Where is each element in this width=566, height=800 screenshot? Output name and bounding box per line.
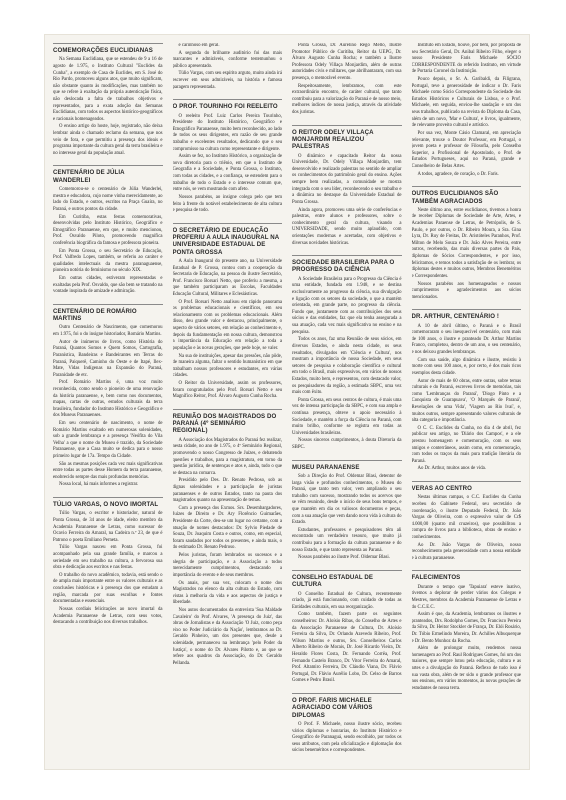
article-paragraph: O Reitor da Universidade, assim os professores, foram congratulados pelo Prof. Borsari Netto e seu Magnífico Reitor, Prof. Álvaro Augusto Cunha Rocha. xyxy=(172,380,282,400)
article-heading: O PROF. FARIS MICHAELE AGRACIADO COM VÁRIOS DIPLOMAS xyxy=(292,697,373,719)
article-paragraph: Túlio Vargas, o escritor e historiador, natural de Ponta Grossa, de 34 anos de idade, eleito membro da Academia Paranaense de Letras, como sucessor de Ocavio Ferreira do Amaral, na Cadeira n.º 23, de que é Patrono o poeta Emiliano Perneta. xyxy=(53,511,163,543)
section-divider xyxy=(173,99,283,100)
column-1 xyxy=(53,43,163,769)
article xyxy=(292,253,402,452)
article-paragraph: Autor de mais de 60 obras, entre outras, sobre temas culturais e do Paraná, escreveu livros de memórias, tais como 'Lembranças do Paraná', 'Diogo Pinto e a Conquista de Guarapuava', 'O Marquês de Paraná', Revelações de uma Vida', 'Viagem ao Rio Ivaí', e, muitos outros, sempre apresentando valores culturais de alta categoria e importância. xyxy=(411,378,521,424)
article-paragraph: Como também, fazem parte os seguintes conselheiros: Dr. Aloísio Ribas, do Conselho de Artes e da Associação Paranaense de Cultura, Dr. Aloísio Ferreira da Silva, Dr. Orlando Azevedo Ribeiro, Prof. Wilson Martins e outros, Srs. Conselheiros Carlos Alberto Ribeiro de Morais, Dr. José Ricardo Vieira, Dr. Heraldo Flores Costa, Dr. Fernando Corrêa, Prof. Fernando Castelo Branco, Dr. Vitor Ferreira do Amaral, Prof. Altamiro Ferreira, Dr. Cláudio Viana, Dr. Flávio Portugal, Dr. Flávio Aurélio Lobo, Dr. Celso de Barros Gomes e Pedro Brasil. xyxy=(292,612,402,684)
article-paragraph: Por sua vez, Monte Cásio Clamaral, em apreciação relevante, trouxe o Doutor Professor, em Portugal, o jovem poeta e professor de Filosofia, pelo Conselho Superior, a Profissional de Apostolado, o Prof. de Estudos Portugueses, aqui no Paraná, grande e Conselheiro de Belas Artes. xyxy=(411,130,521,169)
section-divider xyxy=(53,497,163,498)
section-divider xyxy=(173,409,283,410)
article xyxy=(53,43,163,158)
article-heading: CENTENÁRIO DE JÚLIA WANDERLEI xyxy=(53,169,125,184)
article xyxy=(412,184,522,302)
article-paragraph: Prof. Romário Martins é, uma voz muito reconhecida, como sendo o pioneiro de uma renovação da história paranaense, e, bem como nos documentos, mapas, cartas de outras, estudos culturais da terra brasileira, fundador do Instituto Histórico e Geográfico e dos Museus Paranaenses. xyxy=(53,380,163,419)
article xyxy=(292,691,402,756)
article-paragraph: Ao Dr. Arthur, muitos anos de vida. xyxy=(417,466,486,472)
article-paragraph: Nossos sinceros cumprimentos, à douta Diretoria da SBPC. xyxy=(292,438,402,451)
section-divider xyxy=(412,186,522,187)
section-divider xyxy=(292,693,402,694)
section-divider xyxy=(53,304,163,305)
article-paragraph: São as mesmas posições cada vez mais significativas entre todas as partes desse Homem da terra paranaense, enobrecido sempre das mais profundas memórias. xyxy=(53,461,163,480)
article-paragraph: Em Curitiba, estas festas comemorativas, desenvolvidas pelo Instituto Histórico, Geográfico e Etnográfico Paranaense, em que, e muito mencionou, Prof. Osvaldo Piloto, promovendo magnífica conferência biográfica da famosa e professora pioneira. xyxy=(53,214,163,246)
article-paragraph: Ainda agora, promoveu uma série de conferências e palestras, entre alunos e professores, sobre o conhecimento geral da cultura, visando a UNIVERSIDADE, sendo muito aplaudido, com orientações modernas e acertadas, com objetivos e diversas novidades históricas. xyxy=(292,207,402,246)
article-heading: OUTROS EUCLIDIANOS SÃO TAMBÉM AGRACIADOS xyxy=(411,190,499,205)
section-divider xyxy=(292,255,402,256)
article-paragraph: Todos os anos, faz uma Reunião de seus sócios, em diversos Estados, e ainda nesta cidade, os seus resultados, divulgados em 'Ciência e Cultura', nos mostram a importância de nossa Sociedade, em seus setores de pesquisa e colaboração científica e cultural em todo o Brasil, mais expressivos, em vários de nossos Estados, muito bem, e representou, com destacado valor, os pesquisadores da região, a estimada SBPC, uma vez mais com êxito. xyxy=(292,337,402,396)
column-3 xyxy=(292,43,402,769)
section-divider xyxy=(292,460,402,461)
article-paragraph: Ponta Grossa, em seus centros de cultura, é mais uma vez de intensa participação da SBPC, e com sua ampla e contínua presença, obteve o apoio necessário à Sociedade, e mantém a força da Ciência no Paraná, com muito brilho, conforme se registra em todas as Universidades brasileiras. xyxy=(292,397,402,436)
article-paragraph: O dinâmico e capacitado Reitor da nossa Universidade, Dr. Odely Villaça Monjardim, tem desenvolvido e realizado palestras no sentido de ampliar os conhecimentos do patrimônio geral do ensino. Ações sempre bem realizadas, a comunidade se mostra integrada com o seu líder, reconhecendo o seu trabalho e a dinâmica no destaque da Universidade Estadual de Ponta Grossa. xyxy=(292,153,402,205)
article-heading: CONSELHO ESTADUAL DE CULTURA xyxy=(292,573,373,589)
article-paragraph: A Associação dos Magistrados do Paraná fez realizar, nesta cidade, no ano de 1.975, o 4º Seminário Regional, promovendo o nosso Congresso de Juízes, e debatendo questões e trabalhos, para a magistratura, em torno da questão jurídica, de sentenças e atos e, ainda, tudo o que se destaca na comarca. xyxy=(172,437,282,476)
article-paragraph: Presidido pelo Des. Dr. Renato Pedroso, sob as dignas solenidades e a participação de juristas paranaenses e de outros Estados, tanto na pauta dos magistrados quanto na apresentação de temas. xyxy=(172,478,282,504)
article-heading: FALECIMENTOS xyxy=(411,574,461,582)
article-paragraph: Na sua de instituições, apesar das pressões, não pôde, de maneira alguma, faltar o sentido humanístico em que trabalham nossos professores e estudantes, em várias cidades. xyxy=(172,353,282,379)
article-paragraph: Além de prolongar muito, rendemos nossa homenagem ao Prof. Raul Rodrigues Gomes, foi um dos maiores, que sempre lutou pela educação, cultura e as artes e a divulgação do Paraná. Reflexo de tudo isso é sua vasta obra, além de ter sido o grande professor que nos ensinou, em vários momentos, às novas gerações de estudantes de nossa terra. xyxy=(411,646,521,691)
article-heading: MUSEU PARANAENSE xyxy=(292,463,360,471)
article-paragraph: Em seu centenário de nascimento, o nome de Romário Martins exaltado em numerosas solenidades, sob a grande lembrança e a presença 'Neófita do Vila Velha' a que o nome do Museu é trazido, da Sociedade Paranaense, que a Casa muito se dedica para o nosso primeiro lugar de 17a. Tempo da Cidade. xyxy=(53,420,163,460)
article-heading: CENTENÁRIO DE ROMÁRIO MARTINS xyxy=(53,307,137,323)
article xyxy=(412,43,522,179)
article-paragraph: Pouco depois, o Sr. A. Garibaldi, da Filigrana, Portugal, teve a generosidade de indicar o Dr. Faris Michaele como Sócio Correspondente da Sociedade dos Estudos Históricos e Culturais de Lisboa, e o Prof. Michaele, em seguida, enviou-lhe saudação e um dos seus trabalhos, publicado na revista do Diploma da Casa, além de um novo, 'Mar e Cultura', e livros, igualmente, de relevante proveito cultural e artístico. xyxy=(411,77,521,129)
section-divider xyxy=(53,165,163,166)
column-4 xyxy=(412,43,522,769)
article-paragraph: Nossos parabéns aos homenageados e nossos cumprimentos e agradecimentos aos sócios mencionados. xyxy=(411,281,521,300)
article-paragraph: Instituto em Estado, houve, por bem, por proposta de seu Secretário Geral, Dr. Anibal Ribeiro Filho, eleger o nosso Presidente Faris Michaele SÓCIO CORRESPONDENTE do referido Instituto, em virtude de Portaria Coronel da Instituição. xyxy=(411,43,521,75)
article-heading: SOCIEDADE BRASILEIRA PARA O PROGRESSO DA CIÊNCIA xyxy=(292,259,395,274)
article-paragraph: O trabalho do novo acadêmico, todavia, está sendo o de ampla mais importante entre os valores culturais e as conclusões históricas e à presença dos que estudam a região, marcada por suas escolhas e fontes documentadas e essenciais. xyxy=(53,572,163,605)
article-paragraph: Sob a Direção do Prof. Oldemar Blasi, detentor de larga visão e profundos conhecimentos, o Museu do Paraná, que tanto tem valor, vem ampliando o seu trabalho com sucesso, mostrando todos os acervos que se vêm reunindo, desde o início de seus bons tempos, e que mantém em dia os valiosos documentos e peças, com a sua atuação que vem dando nova vida à cultura do Estado. xyxy=(292,473,402,526)
article-paragraph: e carinhoso em geral. xyxy=(178,43,220,48)
article-paragraph: O reeleito Prof. Luiz Carlos Pereira Tourinho, Presidente do Instituto Histórico, Geográfico e Etnográfico Paranaense, muito bem reconhecido, ao lado de todos os seus dirigentes, em razão de seu grande trabalho e excelentes resultados, dedicando que o seu compromisso na cultura como representante e dirigente. xyxy=(172,113,282,152)
article-paragraph: A segunda do brilhante auditório foi das mais marcantes e admiráveis, conforme testemunhou o público apresentado. xyxy=(172,50,282,69)
article xyxy=(53,495,163,628)
article-paragraph: Túlio Vargas nasceu em Ponta Grossa, foi acompanhado pela sua grande família, e marcou a seriedade em seu trabalho na cultura, a fervorosa sua obra e dedicação aos escritos e nas festas. xyxy=(53,545,163,571)
article-heading: O PROF. TOURINHO FOI REELEITO xyxy=(172,103,278,111)
article-paragraph: Nestas últimas rampas, o C.C. Euclides da Cunha recebeu do Gabinete Federal, seu secretário de coordenação, o ilustre Deputado Federal, Dr. João Vargas de Oliveira, com o expressivo valor de Cr$ 4.000,00 (quatro mil cruzeiros), que possibilitou a compra de livros para a biblioteca, obras de ensino e conhecimentos. xyxy=(411,495,521,541)
article xyxy=(292,568,402,686)
section-divider xyxy=(412,570,522,571)
section-divider xyxy=(53,43,163,44)
article-paragraph: Nossos parabéns ao ilustre Prof. Oldemar Blasi. xyxy=(298,555,390,561)
article-heading: VERAS AO CENTRO xyxy=(411,485,473,493)
section-divider xyxy=(292,570,402,571)
article-paragraph: A Aula Inaugural do presente ano, na Universidade Estadual de P. Grossa, contou com a cooperação da Secretaria de Educação, na pessoa do ilustre Secretário, Prof. Francisco Borsari Netto, que proferiu a mesma, a que também participaram as Escolas, Faculdades Educação Cultural, Militares e Eclesiásticas. xyxy=(172,258,282,298)
article-paragraph: A todos, agradece, de coração, o Dr. Faris. xyxy=(417,171,499,177)
article-paragraph: O ensino artigo do hoste, hoje, registrado, não deixa lembrar ainda o chamado reclamo da semana, que nos veio de fora, e que permitiu a presença dos ideais e programa importante da cultura geral da terra brasileira e no interesse geral da população atual. xyxy=(53,124,163,156)
article-paragraph: Com sua saúde, algo dinâmica e ilustre, resistiu à morte com seus 100 anos, e, por certo, é dos mais ricos exemplos desta cidade. xyxy=(411,357,521,376)
article-paragraph: Em Ponta Grossa, o seu Secretário de Educação, Prof. Valfredo Lopes, também, se referiu ao caráter e qualidades intelectuais da mestra paranaguaense, pioneira notória do feminismo no século XIX. xyxy=(53,248,163,274)
article-paragraph: O C. C. Euclides da Cunha, no dia 4 de abril, fez publicar seu artigo, no 'Diário dos Campos', e a ele prestou homenagem e comemoração, com os seus amigos e conterrâneos, assim como, em comemoração, com todos os traços da mais pura tradição literária do Paraná. xyxy=(411,425,521,464)
article-paragraph: O Prof. Borsari Netto analisou em rápido panorama os problemas educacionais e científicos, em seu relacionamento com os problemas educacionais. Além disso, deu grande valor e destacou, principalmente, o aspecto de vários setores, em relação ao conhecimento e, depois da fundamentação em nossa cultura, demonstrou a importância da Educação em relação a toda a população e às novas gerações, que pede hoje, se valer. xyxy=(172,299,282,351)
column-2 xyxy=(173,43,283,769)
article-paragraph: Durante o tempo que 'Tapuiara' esteve inativo, tivemos a deplorar de perder vários dos Colegas e Mestres, membros da Academia Paranaense de Letras e do C.C.E.C. xyxy=(411,584,521,610)
article-paragraph: Comemorou-se o centenário de Júlia Wanderlei, mestra e educadora, cujo nome vinha merecidamente, ao lado do Estado, e outros, escritos na Praça Guaíra, no Paraná, e outros pontos da cidade. xyxy=(53,187,163,212)
article xyxy=(173,97,283,215)
section-divider xyxy=(292,125,402,126)
article-paragraph: A 10 de abril último, o Paraná e o Brasil comemoraram o seu inesquecível centenário, com mais de 100 anos, o ilustre e pranteado Dr. Arthur Martins Franco, completou, dentro de um ano, o seu centenário, e nos deixou grandes lembranças. xyxy=(411,323,521,356)
article xyxy=(292,43,402,118)
article-paragraph: Nossa local, há mais informes a registrar. xyxy=(59,482,139,488)
article-paragraph: Assim é que, da Academia, lembramos os ilustres e pranteados, Drs. Rodolpho Gomes, Dr. Francisco Pereira da Silva, Dr. Heitor Stockler de França, Dr. Elói Rosário, Dr. Tóbio Ermelindo Moreira, Dr. Achilles Albuquerque e Dr. Bento Munhoz da Rocha. xyxy=(411,612,521,644)
article-paragraph: A Sociedade Brasileira para o Progresso da Ciência é uma entidade, fundada em 1.948, e se destina exclusivamente ao progresso da ciência, sua divulgação e ligação com os setores da sociedade, o que a mantém orientada, em grande parte, no progresso da ciência. Fundo que, juntamente com as contribuições dos seus sócios e das entidades, faz que ela tenha assegurada a sua atuação, cada vez mais significativa no ensino e na pesquisa. xyxy=(292,276,402,335)
article-paragraph: Os anais, por sua vez, colocam o nome dos Magistrados no elenco da alta cultura do Estado, com vistas à melhoria da vida e aos aspectos de justiça e liberdade. xyxy=(172,580,282,606)
article-paragraph: Estudantes, professores e pesquisadores têm ali encontrado um verdadeiro tesouro, que muito já contribuiu para a formação da cultura paranaense e do nosso Estado, e que tanto representa ao Paraná. xyxy=(292,527,402,553)
article-paragraph: Nos autos documentados da entrevista 'Sua Maldade Cavaleiro' do Prof. Alvares, 'A presença do Juiz', das obras de Jornalistas e da Associação 'O Juiz, como peça eixo no Poder Judiciário da Nação', lembramos ao Dr. Geraldo Pinheiro, um dos presentes que, desde a solenidade, permaneceu na lembrança 'pelo Poder da Justiça', o nome do Dr. Alvares Pilotto e, ao que se refere aos quadros da Associação, do Dr. Geraldo Pellanda. xyxy=(172,607,282,666)
article xyxy=(412,479,522,563)
article-paragraph: Túlio Vargas, com seu espírito arguto, muito ainda irá escrever em seus admiráveis, na história e famosa paragem representada. xyxy=(172,71,282,90)
article xyxy=(292,458,402,563)
article xyxy=(53,163,163,296)
article xyxy=(412,307,522,474)
article-paragraph: O Conselho Estadual de Cultura, recentemente criado, já está funcionando, com cuidado de todas as Entidades culturais, em sua reorganização. xyxy=(292,591,402,610)
article xyxy=(292,123,402,248)
newspaper-sheet xyxy=(44,34,530,770)
article-paragraph: Nossos parabéns, ao insigne colega pelo que tem feito à frente do notável estabelecimento de alta cultura e pesquisa de todo. xyxy=(172,194,282,214)
article-paragraph: Respeitosamente, lembramos, com este extraordinário encontro, de caráter cultural, que tanto contribuiu para a valorização do Paraná e de nosso meio, melhores índices de nossa justiça, através da atividade dos juristas. xyxy=(292,83,402,116)
article-paragraph: O Prof. F. Michaele, nosso ilustre sócio, recebeu vários diplomas e honrarias, do Instituto Histórico e Geográfico de Paranaguá, sendo escolhido, por todos os seus atributos, com pela oficialização e diplomação dos sócios beneméritos e correspondentes. xyxy=(292,721,402,754)
article-heading: COMEMORAÇÕES EUCLIDIANAS xyxy=(53,47,153,54)
section-divider xyxy=(412,481,522,482)
article-heading: O SECRETÁRIO DE EDUCAÇÃO PROFERIU A AULA INAUGURAL NA UNIVERSIDADE ESTADUAL DE PONTA GROSSA xyxy=(172,226,280,256)
article-paragraph: Autor de inúmeros de livros, como História do Paraná, Quantos Somos e Quem Somos, Cartografia, Paranística, Bandeiras e Bandeirantes em Terras do Paraná, Paiquerê, Caminho do Oeste e de Itapé, Ilex-Mate, Vidas Indígenas na Expansão do Paraná, Paranidade de etc. xyxy=(53,339,163,378)
article-heading: TÚLIO VARGAS, O NOVO IMORTAL xyxy=(53,501,159,509)
article-paragraph: Outro Centenário de Nascimento, que comemorou em 1.975, foi o do insigne historiador, Romário Martins. xyxy=(53,325,163,338)
article-paragraph: Com a presença dos Exmos. Srs. Desembargadores, Juízes de Direito e Dr. Ary Florêncio Guimarães, Presidente da Corte, deu-se um lugar no certame, com a atuação de nomes destacados: Dr. Sylvio Piedade de Souza, Dr. Joaquim Costa e outros, como, em especial, foram saudados por todos os presentes, e ainda mais, o do estimado Dr. Renato Pedroso. xyxy=(172,505,282,551)
article-paragraph: Na Semana Euclidiana, que se estendeu de 9 a 16 de agosto de 1.975, o Instituto Cultural "Euclides da Cunha", a exemplo de Casa de Euclides, em S. José do Rio Pardo, promoveu alguns atos, que muito significam, não obstante quanto às modificações, mas também no que se refere à exaltação da própria autenticação física, não deslocada a falta de trabalhos objetivos e representados, para a exata adoção das Semanas Euclidianas, com todos os aspectos histórico-geográficos e racionais homenageados. xyxy=(53,57,163,122)
article-heading: O REITOR ODELY VILLAÇA MONJARDIM REALIZOU PALESTRAS xyxy=(292,128,374,151)
section-divider xyxy=(412,309,522,310)
article xyxy=(173,407,283,669)
section-divider xyxy=(173,223,283,224)
article-paragraph: Ponta Grossa, Dr. Aurelino Rego Mello, Ilustre Promotor Público de Curitiba, Reitor da UEPG, Dr. Álvaro Augusto Cunha Rocha; e também a Ilustre Professora Odely Villaça Monjardim, além de outras autoridades civis e militares, que abrilhantaram, com sua presença, o memorável evento. xyxy=(292,43,402,82)
article-paragraph: Assim se fez, no Instituto Histórico, a organização de nova diretoria para o triênio, em que o Instituto de Geografia e a Sociedade, e Ponta Grossa, o Instituto, com todas as cidades, e a confiança, se estendem para o trabalho de todo o Estado e o interesse comum que, entre nós, se vem mostrando com afeto. xyxy=(172,154,282,193)
article xyxy=(173,43,283,92)
article-heading: DR. ARTHUR, CENTENÁRIO ! xyxy=(411,313,499,321)
article-heading: REUNIÃO DOS MAGISTRADOS DO PARANÁ (4º SEMINÁRIO REGIONAL) xyxy=(172,412,277,435)
article xyxy=(412,568,522,693)
article xyxy=(173,221,283,402)
article-paragraph: Pelos juristas, foram lembrados os sucessos e a alegria de participação, e a Associação a todos merecidamente cumprimentou, destacando a importância do evento e de seus membros. xyxy=(172,553,282,578)
article-paragraph: Ao Dr. João Vargas de Oliveira, nosso reconhecimento pela generosidade com a nossa entidade e à cultura paranaense. xyxy=(411,542,521,561)
article-paragraph: Neste último ano, entre euclidianos, tivemos a honra de receber Diplomas de Sociedade de Arte, Artes, e Academias Paraense de Letras, de Petrópolis, de S. Paulo, e por outros, o Dr. Ribeiro Moura, a Sra. Gina Lyra, Dr. Ruy de Freitas, Dr. Aristóteles Paranhos, Prof. Milton de Melo Souza e Dr. João Alves Pereira, entre outros, recebendo, das mais diversas partes do País, diplomas de Sócios Correspondentes, e por isso, felicitamos, e temos todos a satisfação de os lembrar, os diplomas destes e muitos outros, Membros Beneméritos e Correspondentes. xyxy=(411,207,521,279)
article-paragraph: Em outras cidades, estiveram representadas e exaltadas pela Prof. Osvaldo, que são bem se tratando na vontade inspirada de amizade e admiração. xyxy=(53,276,163,295)
article-paragraph: Nossas cordiais felicitações ao novo imortal da Academia Paranaense de Letras, com seus votos, destacando a contribuição nos diversos trabalhos. xyxy=(53,606,163,626)
article xyxy=(53,302,163,490)
